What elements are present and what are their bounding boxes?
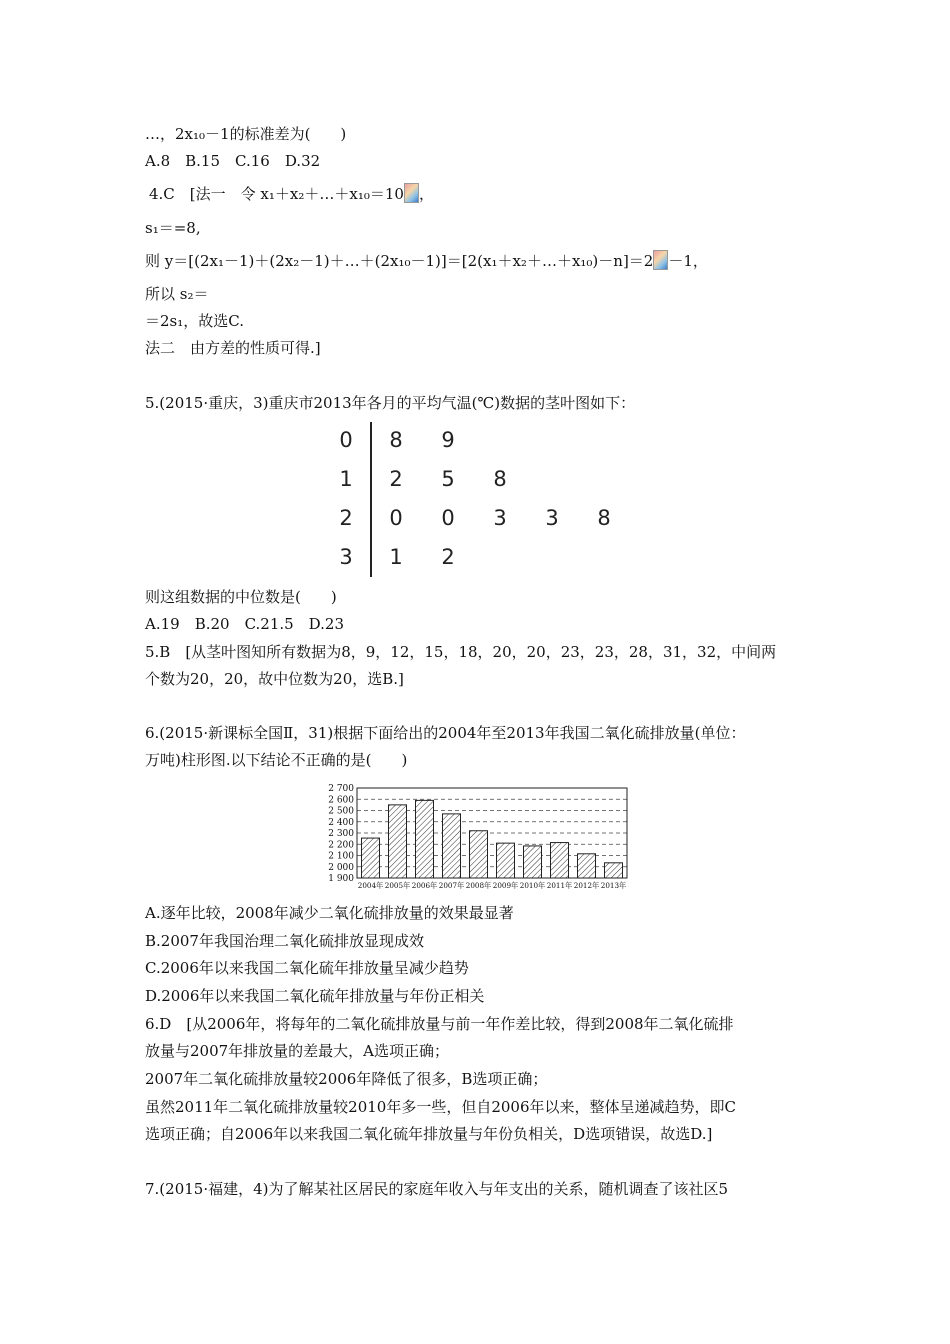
bar xyxy=(362,838,380,878)
stem-value: 3 xyxy=(339,545,353,569)
a6-line-5: 选项正确；自2006年以来我国二氧化硫年排放量与年份负相关，D选项错误，故选D.] xyxy=(145,1125,713,1143)
q6-option-b: B.2007年我国治理二氧化硫排放显现成效 xyxy=(145,932,424,950)
x-tick-label: 2010年 xyxy=(519,881,546,890)
leaf-value: 2 xyxy=(441,545,455,569)
a4-line-2: s₁＝=8, xyxy=(145,219,201,237)
q5-text: 5.(2015·重庆，3)重庆市2013年各月的平均气温(℃)数据的茎叶图如下： xyxy=(145,394,636,412)
a6-line-1: 6.D [从2006年，将每年的二氧化硫排放量与前一年作差比较，得到2008年二氧化硫排 xyxy=(145,1015,734,1033)
q4-options: A.8 B.15 C.16 D.32 xyxy=(145,152,321,170)
q7-text: 7.(2015·福建，4)为了解某社区居民的家庭年收入与年支出的关系，随机调查了该社区5 xyxy=(145,1180,729,1198)
stem-value: 1 xyxy=(339,467,353,491)
formula-image-icon xyxy=(404,183,419,203)
x-tick-label: 2013年 xyxy=(600,881,627,890)
a6-line-3: 2007年二氧化硫排放量较2006年降低了很多，B选项正确； xyxy=(145,1070,548,1088)
y-tick-label: 2 200 xyxy=(328,840,354,851)
leaf-value: 0 xyxy=(389,506,403,530)
bar xyxy=(443,814,461,878)
stem-value: 0 xyxy=(339,428,353,452)
y-tick-label: 2 500 xyxy=(328,806,354,817)
q4-stem-text: …，2x₁₀－1的标准差为( ) xyxy=(145,125,347,143)
y-tick-label: 2 700 xyxy=(328,784,354,794)
so2-bar-chart xyxy=(322,782,632,894)
bar xyxy=(605,863,623,878)
formula-image-icon xyxy=(653,250,668,270)
y-tick-label: 2 300 xyxy=(328,829,354,839)
leaf-value: 0 xyxy=(441,506,455,530)
x-tick-label: 2004年 xyxy=(357,881,384,890)
q6-line-2: 万吨)柱形图.以下结论不正确的是( ) xyxy=(145,751,408,769)
x-tick-label: 2005年 xyxy=(384,881,411,890)
x-tick-label: 2011年 xyxy=(546,881,573,890)
a6-line-2: 放量与2007年排放量的差最大，A选项正确； xyxy=(145,1042,450,1060)
y-tick-label: 2 100 xyxy=(328,851,354,862)
bar xyxy=(524,846,542,878)
leaf-value: 1 xyxy=(389,545,403,569)
y-tick-label: 2 600 xyxy=(328,795,354,806)
q6-option-a: A.逐年比较，2008年减少二氧化硫排放量的效果最显著 xyxy=(145,904,514,922)
x-tick-label: 2008年 xyxy=(465,881,492,890)
bar xyxy=(497,843,515,878)
q5-question: 则这组数据的中位数是( ) xyxy=(145,588,337,606)
leaf-value: 8 xyxy=(493,467,507,491)
x-tick-label: 2012年 xyxy=(573,881,600,890)
stem-value: 2 xyxy=(339,506,353,530)
y-tick-label: 2 000 xyxy=(328,862,354,873)
leaf-value: 9 xyxy=(441,428,455,452)
bar xyxy=(416,800,434,878)
a4-line-1: 4.C [法一 令 x₁＋x₂＋…＋x₁₀＝10 ， xyxy=(149,185,434,203)
q6-option-c: C.2006年以来我国二氧化硫年排放量呈减少趋势 xyxy=(145,959,469,977)
leaf-value: 8 xyxy=(389,428,403,452)
a6-line-4: 虽然2011年二氧化硫排放量较2010年多一些，但自2006年以来，整体呈递减趋势，即C xyxy=(145,1098,737,1116)
leaf-value: 3 xyxy=(493,506,507,530)
leaf-value: 8 xyxy=(597,506,611,530)
leaf-value: 3 xyxy=(545,506,559,530)
q5-options: A.19 B.20 C.21.5 D.23 xyxy=(145,615,345,633)
bar xyxy=(470,831,488,878)
x-tick-label: 2007年 xyxy=(438,881,465,890)
stem-divider xyxy=(370,422,372,577)
stem-leaf-plot xyxy=(322,420,622,580)
leaf-value: 2 xyxy=(389,467,403,491)
leaf-value: 5 xyxy=(441,467,455,491)
x-tick-label: 2006年 xyxy=(411,881,438,890)
x-tick-label: 2009年 xyxy=(492,881,519,890)
bar xyxy=(389,805,407,878)
a5-line-2: 个数为20，20，故中位数为20，选B.] xyxy=(145,670,404,688)
bar xyxy=(551,843,569,878)
a4-line-6: 法二 由方差的性质可得.] xyxy=(145,339,321,357)
bar xyxy=(578,854,596,878)
a5-line-1: 5.B [从茎叶图知所有数据为8，9，12，15，18，20，20，23，23，28，31，32，中间两 xyxy=(145,643,777,661)
y-tick-label: 1 900 xyxy=(328,874,354,884)
a4-line-5: ＝2s₁，故选C. xyxy=(145,312,244,330)
q6-option-d: D.2006年以来我国二氧化硫年排放量与年份正相关 xyxy=(145,987,485,1005)
y-tick-label: 2 400 xyxy=(328,817,354,828)
q6-line-1: 6.(2015·新课标全国Ⅱ，31)根据下面给出的2004年至2013年我国二氧化硫排放量(单位： xyxy=(145,724,746,742)
a4-line-4: 所以 s₂＝ xyxy=(145,285,209,303)
a4-line-3: 则 y＝[(2x₁－1)＋(2x₂－1)＋…＋(2x₁₀－1)]＝[2(x₁＋x₂＋…＋x₁₀)－n]＝2 －1， xyxy=(145,252,708,270)
